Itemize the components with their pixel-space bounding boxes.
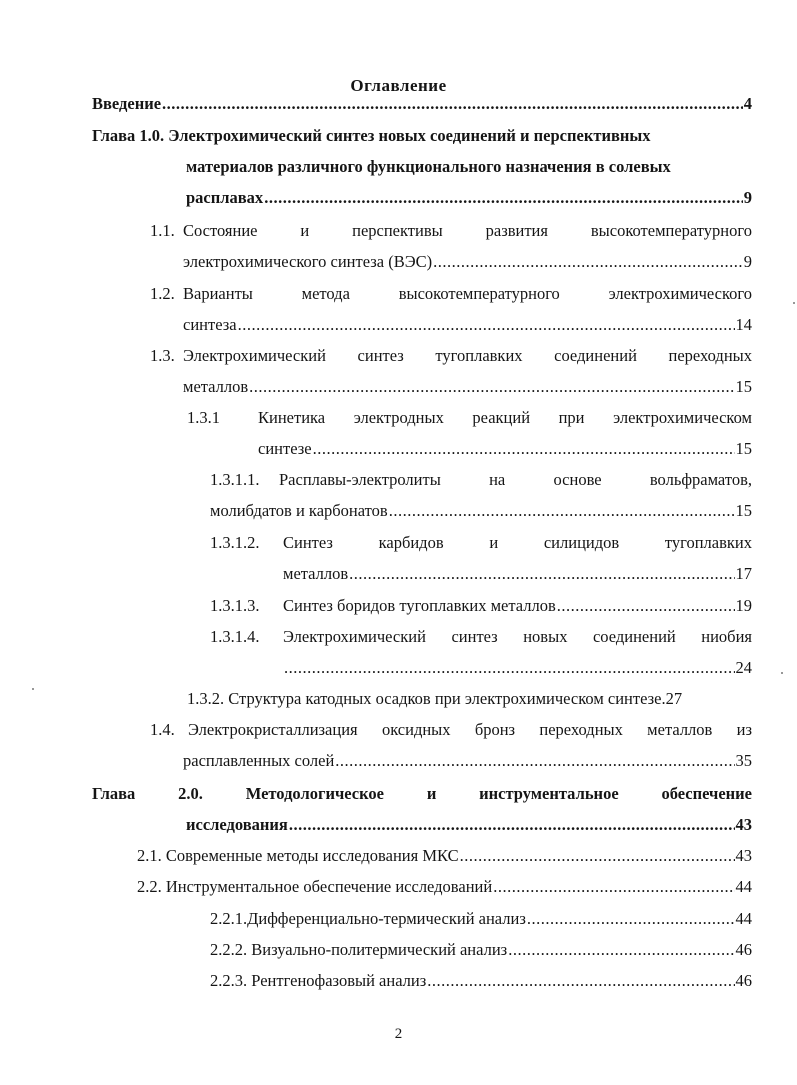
- toc-page-number: 27: [665, 689, 683, 708]
- toc-entry-intro: [92, 94, 752, 114]
- toc-entry-text: металлов: [183, 377, 249, 396]
- scan-speck: [793, 302, 795, 304]
- toc-entry-text: Глава 2.0. Методологическое и инструментальное обеспечение: [92, 784, 752, 803]
- toc-entry-text: металлов: [283, 564, 349, 583]
- toc-entry-text: расплавах: [186, 188, 264, 207]
- toc-entry-text: Электрохимический синтез новых соединений ниобия: [283, 627, 752, 646]
- toc-entry-2-2-1: [210, 909, 752, 929]
- toc-entry-text: Расплавы-электролиты на основе вольфраматов,: [279, 470, 752, 489]
- toc-entry-text: Синтез карбидов и силицидов тугоплавких: [283, 533, 752, 552]
- toc-page-number: 17: [735, 564, 752, 583]
- toc-entry-text: расплавленных солей: [183, 751, 335, 770]
- toc-entry-2-1: [137, 846, 752, 866]
- toc-page-number: 24: [735, 658, 752, 677]
- toc-entry-1-3-1-4-line2: [283, 658, 752, 678]
- dot-leader: [162, 94, 743, 114]
- toc-page-number: 35: [735, 751, 752, 770]
- toc-entry-number: 1.3.1.1.: [210, 470, 260, 489]
- page-number: 2: [394, 1026, 403, 1042]
- toc-entry-text: 2.2.3. Рентгенофазовый анализ: [210, 971, 427, 990]
- toc-entry-1-3-1-2-line1: [283, 533, 752, 553]
- toc-entry-1-3-1-3: [210, 596, 280, 616]
- toc-entry-1-1-line1: [183, 221, 752, 241]
- toc-page-number: 14: [735, 315, 752, 334]
- toc-entry-1-3-line1: [183, 346, 752, 366]
- toc-entry-2-2-3: [210, 971, 752, 991]
- toc-entry-text: Состояние и перспективы развития высокотемпературного: [183, 221, 752, 240]
- toc-page-number: 44: [735, 909, 752, 928]
- dot-leader: [249, 377, 734, 397]
- toc-entry-number: 1.2.: [150, 284, 175, 303]
- page-title: Оглавление: [350, 76, 447, 95]
- toc-entry-text: 2.2. Инструментальное обеспечение исследований: [137, 877, 493, 896]
- scan-speck: [32, 688, 34, 690]
- toc-entry-chapter-1-line3: [186, 188, 752, 208]
- toc-page-number: 44: [735, 877, 752, 896]
- toc-entry-number: 1.1.: [150, 221, 175, 240]
- toc-entry-text: 2.2.1.Дифференциально-термический анализ: [210, 909, 526, 928]
- dot-leader: [284, 658, 735, 678]
- toc-entry-1-3-1-line2: [258, 439, 752, 459]
- dot-leader: [508, 940, 734, 960]
- toc-page-number: 15: [735, 439, 752, 458]
- toc-entry-1-2-line1: [183, 284, 752, 304]
- toc-entry-1-3-1-4: [210, 627, 280, 647]
- toc-entry-number: 1.3.1.2.: [210, 533, 260, 552]
- toc-entry-chapter-1-line2: [186, 157, 752, 177]
- toc-entry-text: Варианты метода высокотемпературного электрохимического: [183, 284, 752, 303]
- toc-entry-text: 2.1. Современные методы исследования МКС: [137, 846, 459, 865]
- toc-page-number: 19: [735, 596, 752, 615]
- dot-leader: [335, 751, 734, 771]
- toc-entry-text: молибдатов и карбонатов: [210, 501, 388, 520]
- toc-page-number: 4: [743, 94, 752, 113]
- toc-entry-text: Кинетика электродных реакций при электрохимическом: [258, 408, 752, 427]
- dot-leader: [264, 188, 743, 208]
- toc-entry-1-1-line2: [183, 252, 752, 272]
- toc-entry-1-3-1-1-line1: [279, 470, 752, 490]
- toc-page-number: 9: [743, 252, 752, 271]
- toc-page-number: 15: [735, 501, 752, 520]
- dot-leader: [433, 252, 743, 272]
- toc-entry-chapter-1: [92, 126, 752, 146]
- toc-entry-number: 1.4.: [150, 720, 175, 739]
- toc-entry-1-3-line2: [183, 377, 752, 397]
- toc-entry-1-4-line2: [183, 751, 752, 771]
- toc-entry-1-2-line2: [183, 315, 752, 335]
- toc-entry-text: Глава 1.0. Электрохимический синтез новых соединений и перспективных: [92, 126, 651, 145]
- toc-entry-text: Электрохимический синтез тугоплавких соединений переходных: [183, 346, 752, 365]
- dot-leader: [527, 909, 735, 929]
- toc-page-number: 15: [735, 377, 752, 396]
- toc-entry-1-3-1-2: [210, 533, 280, 553]
- dot-leader: [557, 596, 735, 616]
- toc-entry-1-3-1-line1: [258, 408, 752, 428]
- toc-page-number: 43: [735, 815, 752, 834]
- dot-leader: [493, 877, 734, 897]
- toc-entry-number: 1.3.1.4.: [210, 627, 260, 646]
- toc-entry-1-3-1-1: [210, 470, 280, 490]
- toc-entry-text: 2.2.2. Визуально-политермический анализ: [210, 940, 508, 959]
- toc-entry-1-4-line1: [188, 720, 752, 740]
- toc-entry-1-3-2: [187, 689, 752, 709]
- toc-entry-text: Синтез боридов тугоплавких металлов: [283, 596, 556, 615]
- toc-entry-text: синтеза: [183, 315, 237, 334]
- dot-leader: [289, 815, 735, 835]
- toc-entry-1-3-1-4-line1: [283, 627, 752, 647]
- dot-leader: [349, 564, 734, 584]
- toc-entry-text: электрохимического синтеза (ВЭС): [183, 252, 433, 271]
- toc-entry-1-3-1: [187, 408, 247, 428]
- toc-entry-number: 1.3.1.3.: [210, 596, 260, 615]
- toc-entry-text: исследования: [186, 815, 288, 834]
- toc-entry-number: 1.3.: [150, 346, 175, 365]
- toc-entry-1-3-1-1-line2: [210, 501, 752, 521]
- toc-entry-2-2: [137, 877, 752, 897]
- toc-entry-chapter-2: [92, 784, 752, 804]
- dot-leader: [427, 971, 734, 991]
- toc-entry-chapter-2-line2: [186, 815, 752, 835]
- toc-entry-text: 1.3.2. Структура катодных осадков при электрохимическом синтезе.: [187, 689, 666, 708]
- toc-entry-1-3-1-3-line: [283, 596, 752, 616]
- toc-page-number: 9: [743, 188, 752, 207]
- toc-entry-1-3-1-2-line2: [283, 564, 752, 584]
- toc-page-number: 46: [735, 940, 752, 959]
- toc-entry-text: Введение: [92, 94, 162, 113]
- dot-leader: [389, 501, 735, 521]
- toc-entry-number: 1.3.1: [187, 408, 220, 427]
- toc-page-number: 43: [735, 846, 752, 865]
- dot-leader: [238, 315, 735, 335]
- dot-leader: [313, 439, 735, 459]
- toc-entry-text: Электрокристаллизация оксидных бронз переходных металлов из: [188, 720, 752, 739]
- toc-entry-text: синтезе: [258, 439, 312, 458]
- toc-page-number: 46: [735, 971, 752, 990]
- scan-speck: [781, 672, 783, 674]
- toc-entry-2-2-2: [210, 940, 752, 960]
- toc-entry-text: материалов различного функционального назначения в солевых: [186, 157, 671, 176]
- dot-leader: [460, 846, 735, 866]
